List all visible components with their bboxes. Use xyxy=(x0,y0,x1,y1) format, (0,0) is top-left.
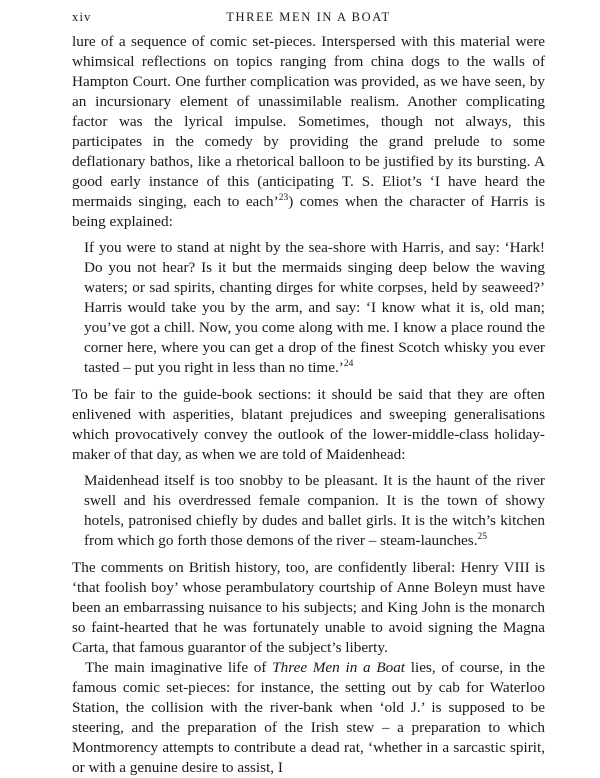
paragraph-1 xyxy=(72,32,545,232)
footnote-ref-24: 24 xyxy=(343,359,354,369)
page-header xyxy=(72,10,545,30)
block-quote-maidenhead-text: Maidenhead itself is too snobby to be pleasant. It is the haunt of the river swell and his overdressed female companion. It is the town of showy hotels, patronised chiefly by dudes and ballet girls. It is the witch’s kitchen from which go forth those demons of the river – steam-launches. xyxy=(84,472,545,549)
book-title-italic: Three Men in a Boat xyxy=(272,659,406,676)
paragraph-3 xyxy=(72,558,545,658)
block-quote-harris xyxy=(84,238,545,378)
block-quote-harris-text: If you were to stand at night by the sea-shore with Harris, and say: ‘Hark! Do you not hear? Is it but the mermaids singing deep below the waving waters; or sad spirits, chanting dirges for white corpses, held by seaweed?’ Harris would take you by the arm, and say: ‘I know what it is, old man; you’ve got a chill. Now, you come along with me. I know a place round the corner here, where you can get a drop of the finest Scotch whisky you ever tasted – put you right in less than no time.’ xyxy=(84,239,545,376)
page-number: xiv xyxy=(72,10,92,24)
paragraph-2 xyxy=(72,385,545,465)
running-title: THREE MEN IN A BOAT xyxy=(226,10,391,24)
footnote-ref-25: 25 xyxy=(477,532,488,542)
block-quote-maidenhead xyxy=(84,471,545,551)
paragraph-4 xyxy=(72,658,545,778)
paragraph-3-text: The comments on British history, too, are confidently liberal: Henry VIII is ‘that foolish boy’ whose perambulatory courtship of Anne Boleyn must have been an embarrassing nuisance to his subjects; and King John is the monarch so faint-hearted that he was fortunately unable to avoid signing the Magna Carta, that famous guarantor of the subject’s liberty. xyxy=(72,559,545,656)
paragraph-4-text: lies, of course, in the famous comic set-pieces: for instance, the setting out by cab for Waterloo Station, the collision with the river-bank when ‘old J.’ is supposed to be steering, and the preparation of the Irish stew – a preparation to which Montmorency attempts to contribute a dead rat, ‘whether in a sarcastic spirit, or with a genuine desire to assist, I xyxy=(72,659,545,776)
body-text xyxy=(72,32,545,778)
paragraph-4-lead: The main imaginative life of xyxy=(85,659,273,676)
footnote-ref-23: 23 xyxy=(278,193,289,203)
paragraph-1-text: lure of a sequence of comic set-pieces. Interspersed with this material were whimsical reflections on topics ranging from china dogs to the walls of Hampton Court. One further complication was provided, as we have seen, by an incursionary element of unassimilable realism. Another complicating factor was the lyrical impulse. Sometimes, though not always, this participates in the comedy by providing the grand prelude to some deflationary bathos, like a rhetorical balloon to be justified by its bursting. A good early instance of this (anticipating T. S. Eliot’s ‘I have heard the mermaids singing, each to each’ xyxy=(72,33,545,210)
paragraph-1-tail: ) comes when the character of Harris is being explained: xyxy=(72,193,545,230)
paragraph-2-text: To be fair to the guide-book sections: it should be said that they are often enlivened with asperities, blatant prejudices and sweeping generalisations which provocatively convey the outlook of the lower-middle-class holiday-maker of that day, as when we are told of Maidenhead: xyxy=(72,386,545,463)
